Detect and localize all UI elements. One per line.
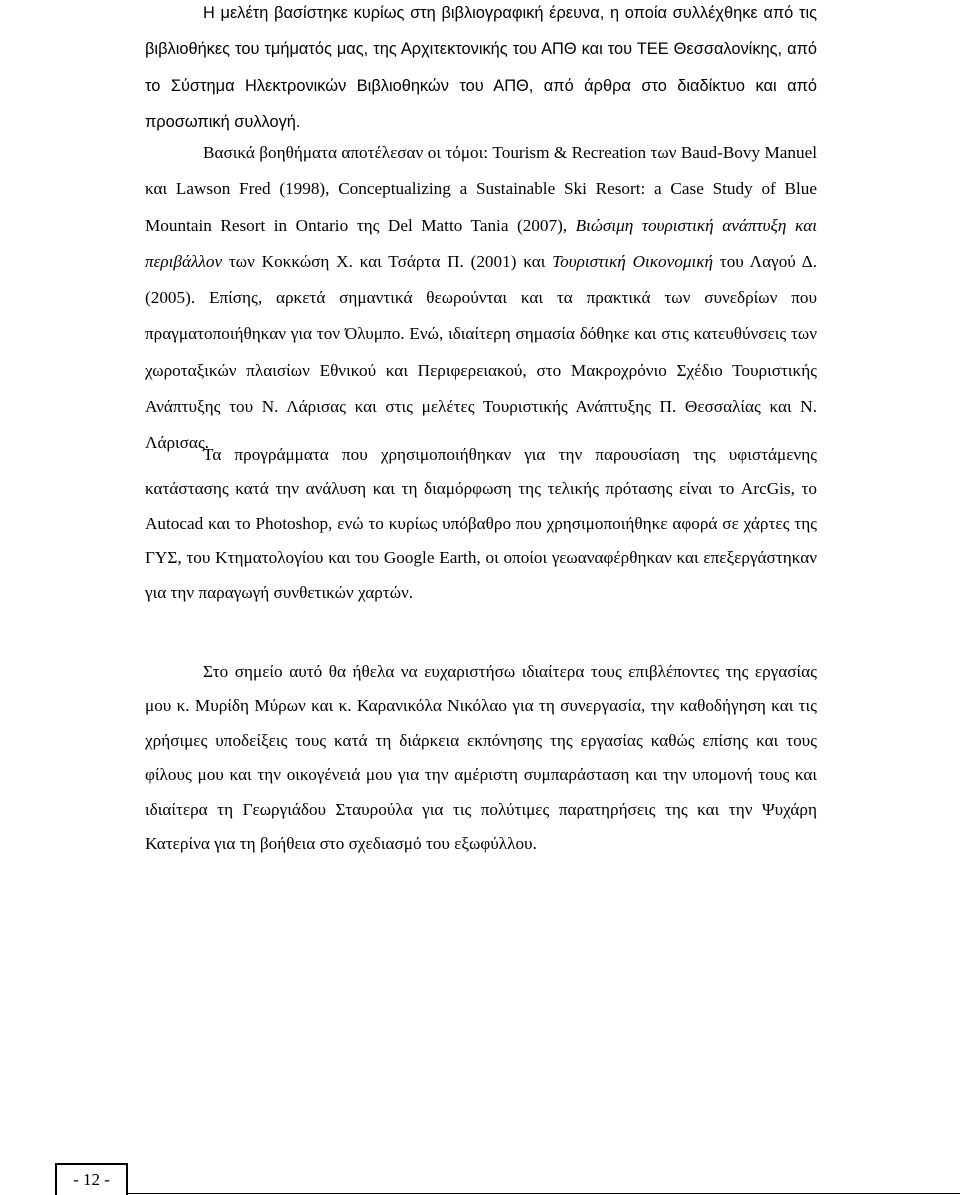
references-title-tourism-economics: Τουριστική Οικονομική xyxy=(552,251,714,271)
page-number: - 12 - xyxy=(55,1163,128,1195)
paragraph-references xyxy=(145,135,817,462)
references-text-2: των Κοκκώση Χ. και Τσάρτα Π. (2001) και xyxy=(222,251,553,271)
references-text-1: Βασικά βοηθήματα αποτέλεσαν οι τόμοι: Tourism & Recreation των Baud-Bovy Manuel και Lawson Fred (1998), Conceptualizing a Sustainable Ski Resort: a Case Study of Blue Mountain Resort in Ontario της Del Matto Tania (2007), xyxy=(145,143,817,235)
paragraph-sources: Η μελέτη βασίστηκε κυρίως στη βιβλιογραφική έρευνα, η οποία συλλέχθηκε από τις βιβλιοθήκες του τμήματός μας, της Αρχιτεκτονικής του ΑΠΘ και του ΤΕΕ Θεσσαλονίκης, από το Σύστημα Ηλεκτρονικών Βιβλιοθηκών του ΑΠΘ, από άρθρα στο διαδίκτυο και από προσωπική συλλογή. xyxy=(145,4,817,132)
references-title-sustainable-tourism: Βιώσιμη τουριστική ανάπτυξη και περιβάλλον xyxy=(145,215,817,271)
paragraph-acknowledgements: Στο σημείο αυτό θα ήθελα να ευχαριστήσω ιδιαίτερα τους επιβλέποντες της εργασίας μου κ. Μυρίδη Μύρων και κ. Καρανικόλα Νικόλαο για τη συνεργασία, την καθοδήγηση και τις χρήσιμες υποδείξεις τους κατά τη διάρκεια εκπόνησης της εργασίας καθώς επίσης και τους φίλους μου και την οικογένειά μου για την αμέριστη συμπαράσταση και την υπομονή τους και ιδιαίτερα τη Γεωργιάδου Σταυρούλα για τις πολύτιμες παρατηρήσεις της και την Ψυχάρη Κατερίνα για τη βοήθεια στο σχεδιασμό του εξωφύλλου. xyxy=(145,662,817,854)
footer-rule xyxy=(126,1193,960,1194)
references-text-3: του Λαγού Δ. (2005). Επίσης, αρκετά σημαντικά θεωρούνται και τα πρακτικά των συνεδρίων που πραγματοποιήθηκαν για τον Όλυμπο. Ενώ, ιδιαίτερη σημασία δόθηκε και στις κατευθύνσεις των χωροταξικών πλαισίων Εθνικού και Περιφερειακού, στο Μακροχρόνιο Σχέδιο Τουριστικής Ανάπτυξης του Ν. Λάρισας και στις μελέτες Τουριστικής Ανάπτυξης Π. Θεσσαλίας και Ν. Λάρισας. xyxy=(145,251,817,453)
paragraph-software: Τα προγράμματα που χρησιμοποιήθηκαν για την παρουσίαση της υφιστάμενης κατάστασης κατά την ανάλυση και τη διαμόρφωση της τελικής πρότασης είναι το ArcGis, το Autocad και το Photoshop, ενώ το κυρίως υπόβαθρο που χρησιμοποιήθηκε αφορά σε χάρτες της ΓΥΣ, του Κτηματολογίου και του Google Earth, οι οποίοι γεωαναφέρθηκαν και επεξεργάστηκαν για την παραγωγή συνθετικών χαρτών. xyxy=(145,445,817,602)
